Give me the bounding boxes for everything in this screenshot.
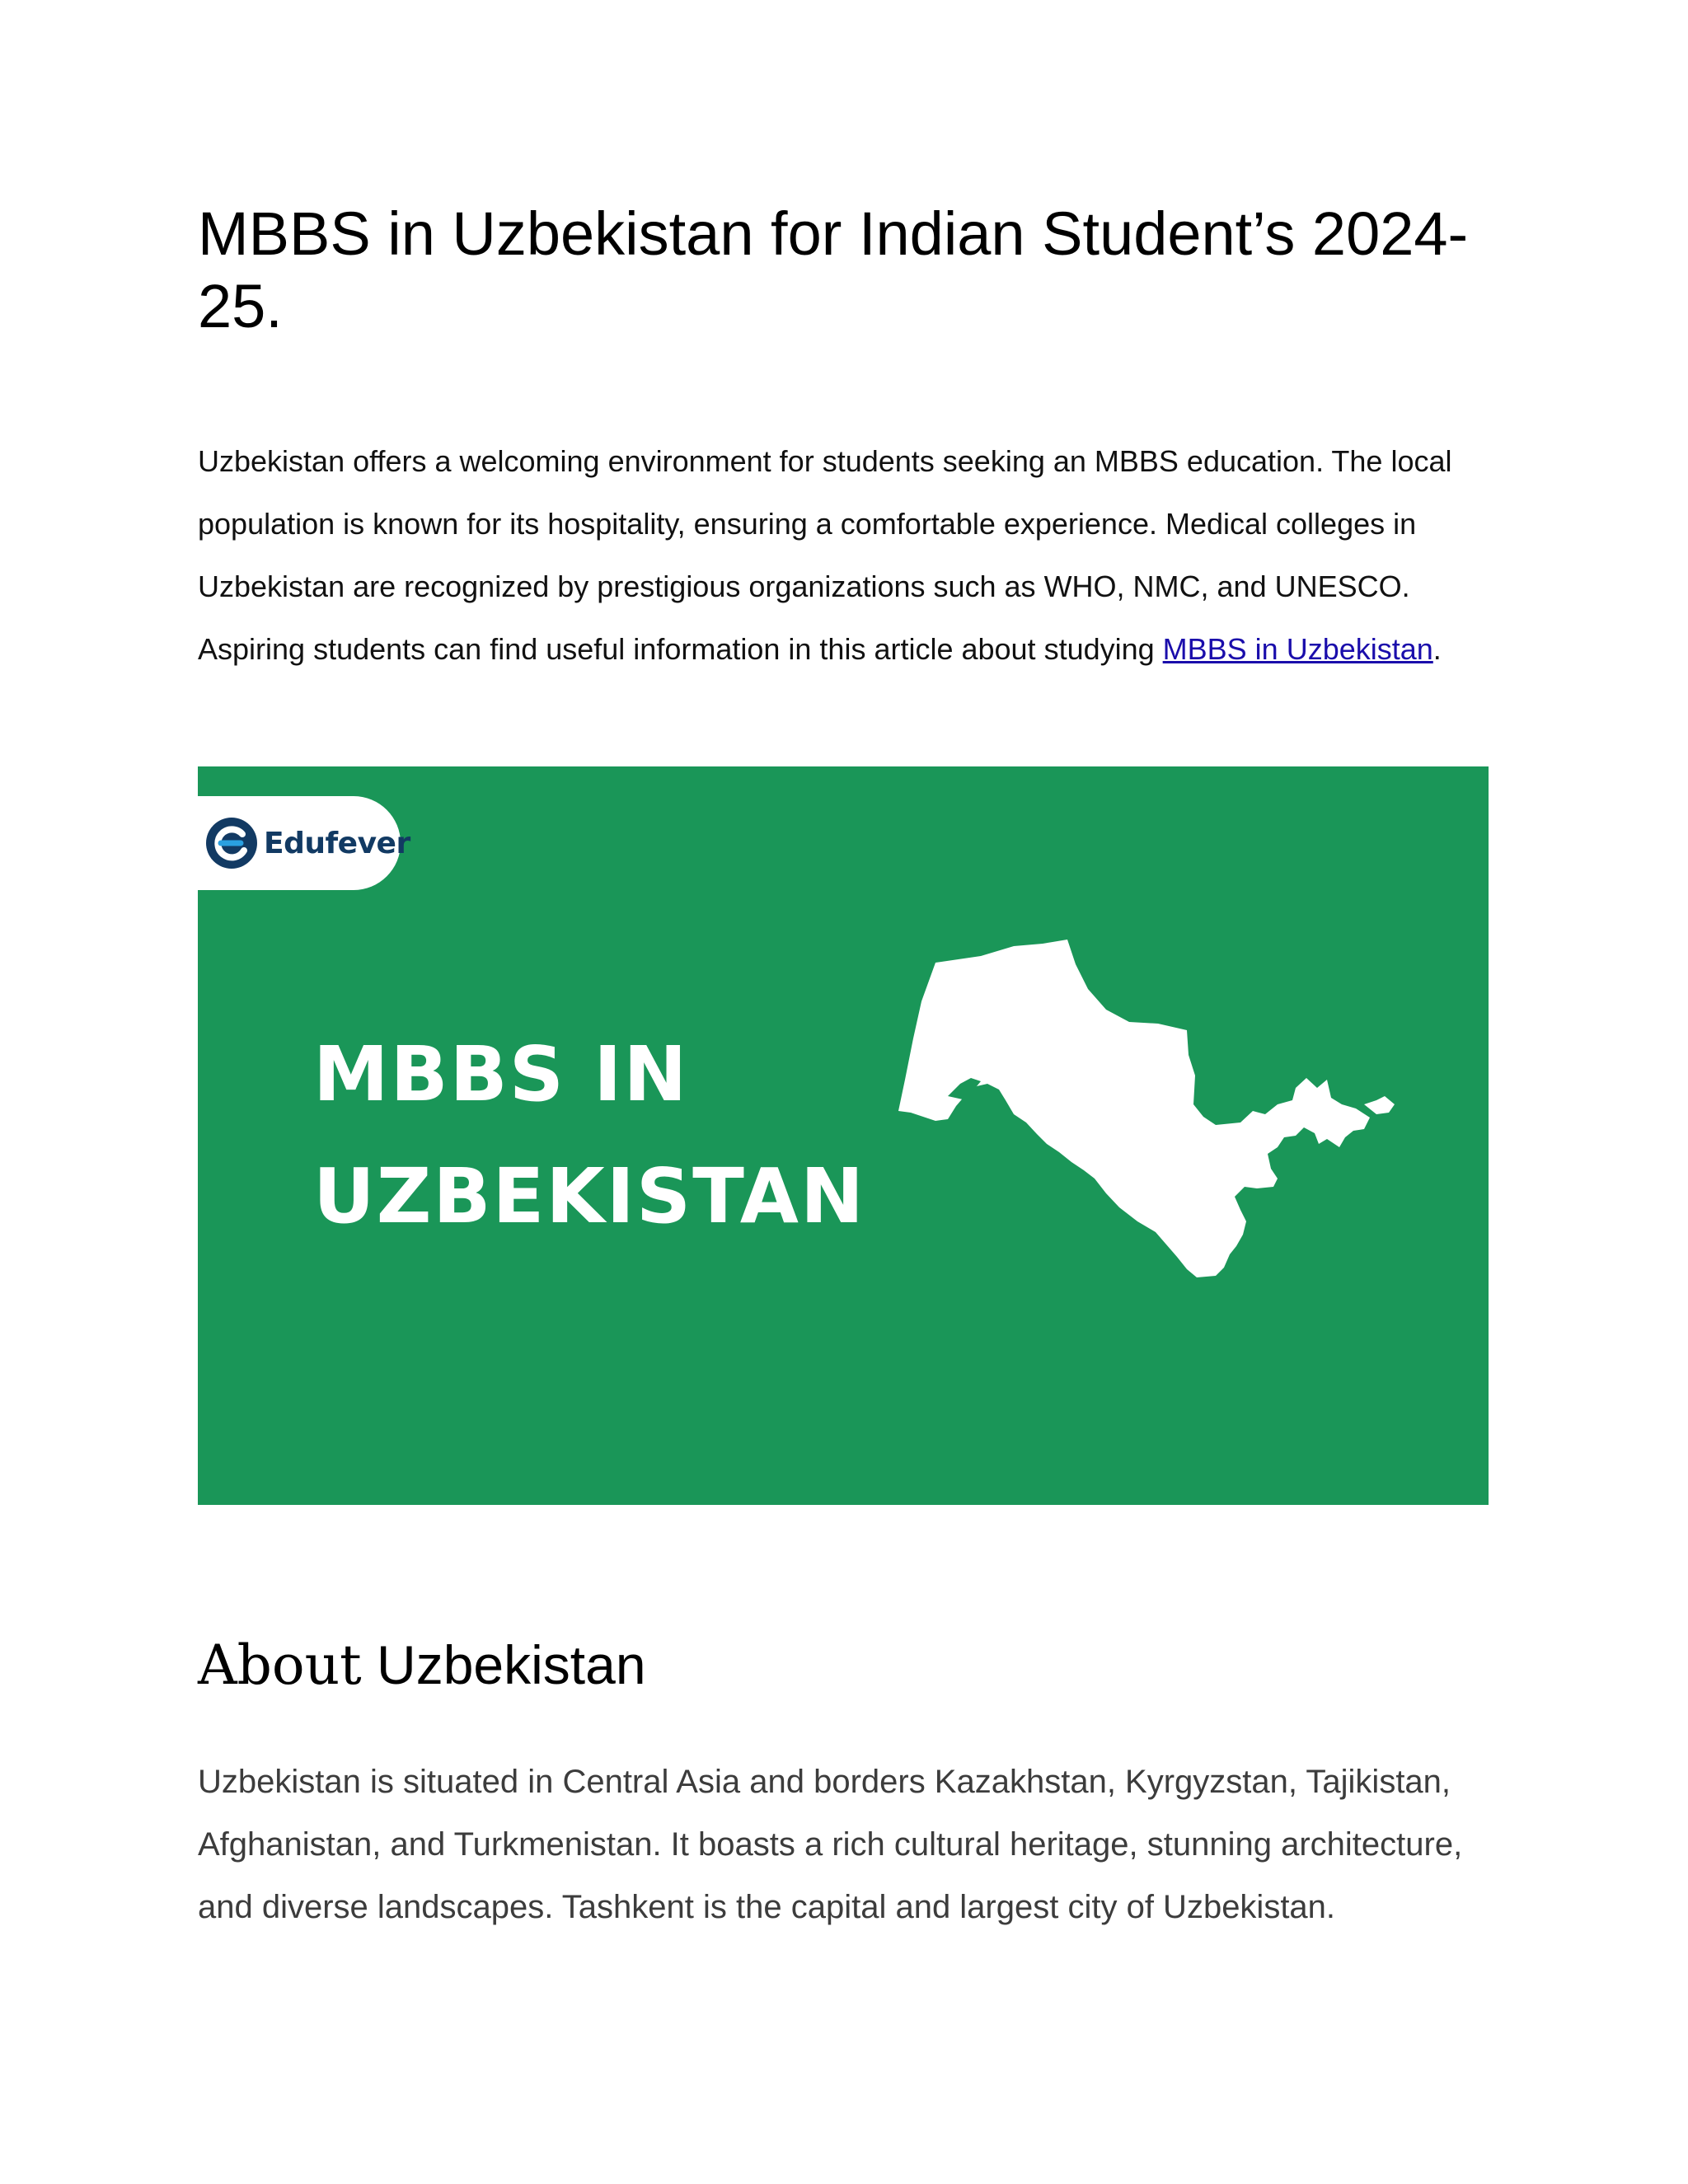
section-heading-part1: About bbox=[198, 1633, 362, 1697]
uzbekistan-map-icon bbox=[890, 931, 1418, 1360]
section-body: Uzbekistan is situated in Central Asia and borders Kazakhstan, Kyrgyzstan, Tajikistan, Afghanistan, and Turkmenistan. It boasts a rich cultural heritage, stunning architecture, and diverse landscapes. Tashkent is the capital and largest city of Uzbekistan. bbox=[198, 1764, 1463, 1925]
mbbs-uzbekistan-link[interactable]: MBBS in Uzbekistan bbox=[1162, 632, 1433, 666]
intro-trailing: . bbox=[1432, 632, 1442, 666]
banner-heading-line2: UZBEKISTAN bbox=[313, 1152, 865, 1240]
section-heading bbox=[198, 1630, 646, 1700]
intro-text: Uzbekistan offers a welcoming environment for students seeking an MBBS education. The local population is known for its hospitality, ensuring a comfortable experience. Medical colleges in Uzbekistan are recognized by prestigious organizations such as WHO, NMC, and UNESCO. Aspiring students can find useful information in this article about studying bbox=[198, 444, 1452, 666]
banner-heading bbox=[313, 1014, 890, 1258]
page-title: MBBS in Uzbekistan for Indian Student’s 2024-25. bbox=[198, 199, 1469, 340]
banner-image bbox=[198, 766, 1489, 1505]
intro-paragraph bbox=[198, 430, 1517, 681]
brand-logo bbox=[198, 796, 410, 890]
banner-heading-line1: MBBS IN bbox=[313, 1030, 689, 1118]
brand-name: Edufever bbox=[264, 827, 410, 860]
section-heading-part2: Uzbekistan bbox=[377, 1634, 646, 1695]
edufever-logo-icon bbox=[204, 816, 259, 870]
